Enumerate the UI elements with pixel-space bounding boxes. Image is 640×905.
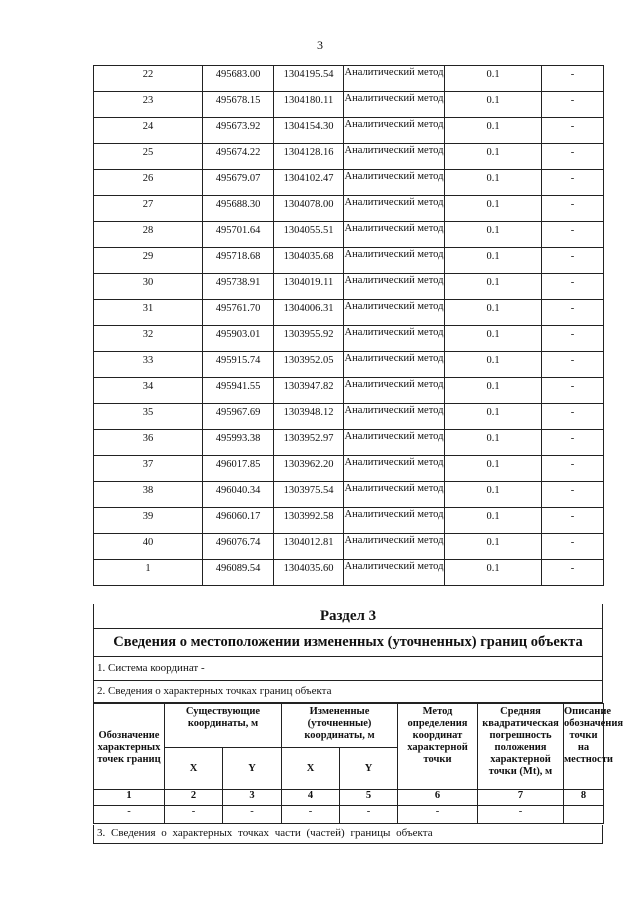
header-description-text: Описание обозначения точки на местности [564, 706, 624, 765]
method-cell: Аналитический метод [344, 482, 445, 508]
x-coord-cell: 495678.15 [203, 92, 274, 118]
x-coord-cell: 495701.64 [203, 222, 274, 248]
method-cell: Аналитический метод [344, 404, 445, 430]
header-description [564, 704, 624, 790]
point-number-cell: 35 [94, 404, 203, 430]
y-coord-cell: 1304012.81 [274, 534, 344, 560]
description-cell: - [542, 66, 604, 92]
accuracy-cell: 0.1 [445, 430, 542, 456]
y-coord-cell: 1304035.60 [274, 560, 344, 586]
point-number-cell: 28 [94, 222, 203, 248]
x-coord-cell: 496076.74 [203, 534, 274, 560]
description-cell: - [542, 326, 604, 352]
accuracy-cell: 0.1 [445, 118, 542, 144]
table-row [94, 300, 604, 326]
point-number-cell: 37 [94, 456, 203, 482]
description-cell: - [542, 118, 604, 144]
column-number-cell: 7 [478, 790, 564, 806]
point-number-cell: 30 [94, 274, 203, 300]
x-coord-cell: 496017.85 [203, 456, 274, 482]
point-number-cell: 27 [94, 196, 203, 222]
method-cell: Аналитический метод [344, 430, 445, 456]
x-coord-cell: 495688.30 [203, 196, 274, 222]
accuracy-cell: 0.1 [445, 326, 542, 352]
table-row [94, 66, 604, 92]
y-coord-cell: 1303962.20 [274, 456, 344, 482]
y-coord-cell: 1304035.68 [274, 248, 344, 274]
x-coord-cell: 495915.74 [203, 352, 274, 378]
method-cell: Аналитический метод [344, 196, 445, 222]
description-cell: - [542, 430, 604, 456]
header-changed-x: X [282, 748, 340, 790]
table-row [94, 456, 604, 482]
y-coord-cell: 1304180.11 [274, 92, 344, 118]
table-row [94, 274, 604, 300]
point-number-cell: 25 [94, 144, 203, 170]
accuracy-cell: 0.1 [445, 508, 542, 534]
accuracy-cell: 0.1 [445, 456, 542, 482]
description-cell: - [542, 404, 604, 430]
description-cell: - [542, 274, 604, 300]
method-cell: Аналитический метод [344, 274, 445, 300]
table-row [94, 326, 604, 352]
table-row [94, 144, 604, 170]
method-cell: Аналитический метод [344, 378, 445, 404]
description-cell: - [542, 170, 604, 196]
accuracy-cell: 0.1 [445, 352, 542, 378]
accuracy-cell: 0.1 [445, 92, 542, 118]
empty-value-cell: - [478, 806, 564, 824]
y-coord-cell: 1304154.30 [274, 118, 344, 144]
empty-value-cell: - [223, 806, 282, 824]
points-heading: 2. Сведения о характерных точках границ объекта [93, 681, 603, 703]
header-existing-x: X [165, 748, 223, 790]
method-cell: Аналитический метод [344, 66, 445, 92]
point-number-cell: 39 [94, 508, 203, 534]
y-coord-cell: 1304019.11 [274, 274, 344, 300]
header-existing-y: Y [223, 748, 282, 790]
x-coord-cell: 495967.69 [203, 404, 274, 430]
y-coord-cell: 1303947.82 [274, 378, 344, 404]
y-coord-cell: 1304055.51 [274, 222, 344, 248]
x-coord-cell: 496089.54 [203, 560, 274, 586]
description-cell: - [542, 560, 604, 586]
y-coord-cell: 1303992.58 [274, 508, 344, 534]
section-subtitle: Сведения о местоположении измененных (уточненных) границ объекта [93, 629, 603, 657]
x-coord-cell: 495993.38 [203, 430, 274, 456]
description-cell: - [542, 378, 604, 404]
accuracy-cell: 0.1 [445, 222, 542, 248]
description-cell: - [542, 534, 604, 560]
point-number-cell: 23 [94, 92, 203, 118]
section-title: Раздел 3 [93, 604, 603, 629]
empty-value-cell: - [398, 806, 478, 824]
method-cell: Аналитический метод [344, 352, 445, 378]
y-coord-cell: 1304006.31 [274, 300, 344, 326]
header-changed-y: Y [340, 748, 398, 790]
y-coord-cell: 1303952.05 [274, 352, 344, 378]
x-coord-cell: 496060.17 [203, 508, 274, 534]
description-cell: - [542, 92, 604, 118]
description-cell: - [542, 508, 604, 534]
description-cell: - [542, 482, 604, 508]
description-cell: - [542, 456, 604, 482]
coord-system-line: 1. Система координат - [93, 657, 603, 681]
x-coord-cell: 495673.92 [203, 118, 274, 144]
column-number-cell: 1 [94, 790, 165, 806]
method-cell: Аналитический метод [344, 170, 445, 196]
y-coord-cell: 1303948.12 [274, 404, 344, 430]
empty-value-cell: - [165, 806, 223, 824]
accuracy-cell: 0.1 [445, 274, 542, 300]
point-number-cell: 34 [94, 378, 203, 404]
accuracy-cell: 0.1 [445, 378, 542, 404]
x-coord-cell: 495738.91 [203, 274, 274, 300]
method-cell: Аналитический метод [344, 92, 445, 118]
x-coord-cell: 495903.01 [203, 326, 274, 352]
accuracy-cell: 0.1 [445, 300, 542, 326]
empty-value-cell: - [282, 806, 340, 824]
point-number-cell: 32 [94, 326, 203, 352]
point-number-cell: 33 [94, 352, 203, 378]
y-coord-cell: 1303952.97 [274, 430, 344, 456]
empty-value-cell: - [340, 806, 398, 824]
column-number-cell: 4 [282, 790, 340, 806]
accuracy-cell: 0.1 [445, 248, 542, 274]
column-number-cell: 3 [223, 790, 282, 806]
table-row [94, 378, 604, 404]
x-coord-cell: 495761.70 [203, 300, 274, 326]
x-coord-cell: 495718.68 [203, 248, 274, 274]
header-accuracy: Средняя квадратическая погрешность положения характерной точки (Mt), м [478, 704, 564, 790]
x-coord-cell: 495941.55 [203, 378, 274, 404]
table-row [94, 508, 604, 534]
page-number: 3 [317, 38, 323, 52]
point-number-cell: 22 [94, 66, 203, 92]
table-row [94, 92, 604, 118]
header-point-designation: Обозначение характерных точек границ [94, 704, 165, 790]
y-coord-cell: 1304128.16 [274, 144, 344, 170]
x-coord-cell: 496040.34 [203, 482, 274, 508]
y-coord-cell: 1303975.54 [274, 482, 344, 508]
empty-value-cell: - [94, 806, 165, 824]
accuracy-cell: 0.1 [445, 170, 542, 196]
point-number-cell: 1 [94, 560, 203, 586]
table-row [94, 118, 604, 144]
column-number-cell: 5 [340, 790, 398, 806]
table-row [94, 430, 604, 456]
table-row [94, 222, 604, 248]
point-number-cell: 40 [94, 534, 203, 560]
y-coord-cell: 1304195.54 [274, 66, 344, 92]
accuracy-cell: 0.1 [445, 144, 542, 170]
column-number-cell: 8 [564, 790, 604, 806]
point-number-cell: 36 [94, 430, 203, 456]
column-number-cell: 2 [165, 790, 223, 806]
table-row [94, 482, 604, 508]
table-row [94, 352, 604, 378]
accuracy-cell: 0.1 [445, 404, 542, 430]
method-cell: Аналитический метод [344, 508, 445, 534]
method-cell: Аналитический метод [344, 534, 445, 560]
accuracy-cell: 0.1 [445, 196, 542, 222]
accuracy-cell: 0.1 [445, 534, 542, 560]
point-number-cell: 29 [94, 248, 203, 274]
method-cell: Аналитический метод [344, 248, 445, 274]
coordinates-table [93, 65, 604, 586]
accuracy-cell: 0.1 [445, 66, 542, 92]
description-cell: - [542, 300, 604, 326]
method-cell: Аналитический метод [344, 560, 445, 586]
table-row [94, 404, 604, 430]
y-coord-cell: 1304102.47 [274, 170, 344, 196]
empty-value-cell [564, 806, 604, 824]
point-number-cell: 31 [94, 300, 203, 326]
method-cell: Аналитический метод [344, 456, 445, 482]
y-coord-cell: 1304078.00 [274, 196, 344, 222]
parts-heading: 3. Сведения о характерных точках части (частей) границы объекта [93, 825, 603, 844]
accuracy-cell: 0.1 [445, 482, 542, 508]
description-cell: - [542, 352, 604, 378]
x-coord-cell: 495679.07 [203, 170, 274, 196]
x-coord-cell: 495674.22 [203, 144, 274, 170]
description-cell: - [542, 222, 604, 248]
method-cell: Аналитический метод [344, 144, 445, 170]
description-cell: - [542, 144, 604, 170]
point-number-cell: 26 [94, 170, 203, 196]
method-cell: Аналитический метод [344, 326, 445, 352]
accuracy-cell: 0.1 [445, 560, 542, 586]
method-cell: Аналитический метод [344, 222, 445, 248]
x-coord-cell: 495683.00 [203, 66, 274, 92]
changed-boundaries-table [93, 703, 624, 824]
column-number-cell: 6 [398, 790, 478, 806]
description-cell: - [542, 196, 604, 222]
point-number-cell: 24 [94, 118, 203, 144]
table-row [94, 534, 604, 560]
y-coord-cell: 1303955.92 [274, 326, 344, 352]
header-existing-coords: Существующие координаты, м [165, 704, 282, 748]
table-row [94, 560, 604, 586]
point-number-cell: 38 [94, 482, 203, 508]
table-row [94, 196, 604, 222]
description-cell: - [542, 248, 604, 274]
table-row [94, 248, 604, 274]
header-method: Метод определения координат характерной точки [398, 704, 478, 790]
header-changed-coords: Измененные (уточненные) координаты, м [282, 704, 398, 748]
method-cell: Аналитический метод [344, 300, 445, 326]
method-cell: Аналитический метод [344, 118, 445, 144]
table-row [94, 170, 604, 196]
